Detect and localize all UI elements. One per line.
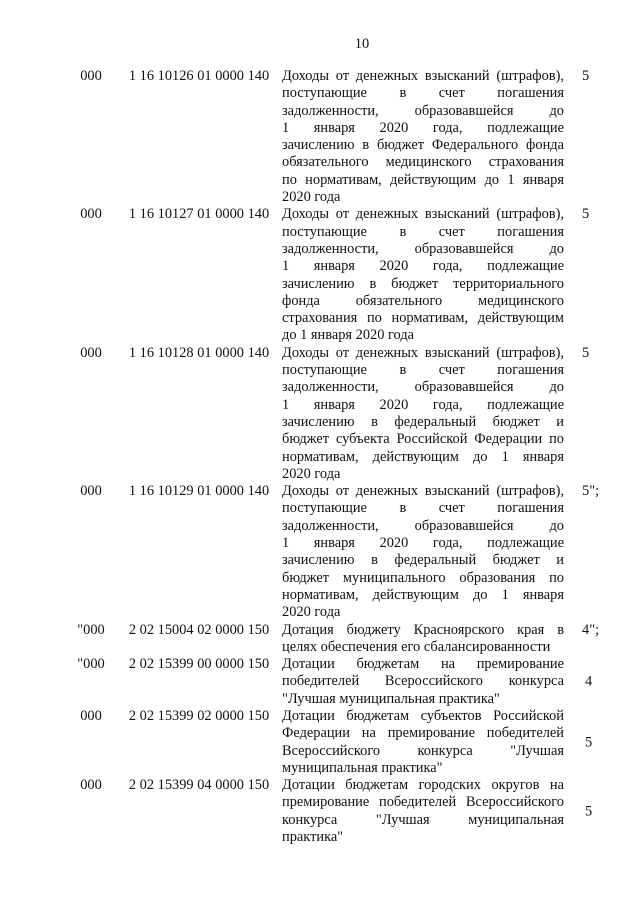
code-cell: "000 bbox=[77, 656, 105, 673]
table-row bbox=[0, 206, 590, 344]
table-row bbox=[0, 344, 590, 483]
description-line: нормативам, действующим до 1 января bbox=[282, 586, 564, 603]
code-cell: 000 bbox=[80, 483, 102, 500]
code-cell: 000 bbox=[80, 206, 102, 223]
description-line: задолженности, образовавшейся до bbox=[282, 379, 564, 396]
code-cell: "000 bbox=[77, 621, 105, 638]
description-cell bbox=[282, 345, 564, 483]
description-cell bbox=[282, 708, 564, 777]
description-cell bbox=[282, 68, 564, 206]
description-line: 1 января 2020 года, подлежащие bbox=[282, 119, 564, 136]
description-line: 2020 года bbox=[282, 189, 341, 206]
value-cell: 5 bbox=[582, 344, 590, 361]
table-row bbox=[0, 483, 600, 621]
description-line: 2020 года bbox=[282, 465, 341, 482]
description-line: премирование победителей Всероссийского bbox=[282, 794, 564, 811]
kbk-cell: 1 16 10128 01 0000 140 bbox=[128, 344, 270, 361]
table-row bbox=[0, 656, 593, 708]
value-cell: 5 bbox=[582, 206, 590, 223]
description-line: задолженности, образовавшейся до bbox=[282, 102, 564, 119]
value-cell: 5"; bbox=[582, 483, 600, 500]
description-line: Дотации бюджетам субъектов Российской bbox=[282, 707, 564, 724]
description-line: Всероссийского конкурса "Лучшая bbox=[282, 742, 564, 759]
table-row bbox=[0, 777, 593, 846]
description-line: Дотации бюджетам на премирование bbox=[282, 656, 564, 673]
code-cell: 000 bbox=[80, 777, 102, 794]
description-line: Доходы от денежных взысканий (штрафов), bbox=[282, 344, 564, 361]
description-line: обязательного медицинского страхования bbox=[282, 154, 564, 171]
description-line: до 1 января 2020 года bbox=[282, 327, 415, 344]
description-line: муниципальная практика" bbox=[282, 759, 443, 776]
description-line: 1 января 2020 года, подлежащие bbox=[282, 258, 564, 275]
value-cell: 5 bbox=[585, 803, 593, 820]
table-row bbox=[0, 68, 590, 206]
description-line: Федерации на премирование победителей bbox=[282, 725, 564, 742]
description-line: фонда обязательного медицинского bbox=[282, 292, 564, 309]
kbk-cell: 2 02 15399 04 0000 150 bbox=[128, 777, 270, 794]
description-cell bbox=[282, 483, 564, 621]
kbk-cell: 2 02 15399 00 0000 150 bbox=[128, 656, 270, 673]
description-line: по нормативам, действующим до 1 января bbox=[282, 171, 564, 188]
description-line: бюджет муниципального образования по bbox=[282, 569, 564, 586]
description-line: поступающие в счет погашения bbox=[282, 223, 564, 240]
description-line: зачислению в федеральный бюджет и bbox=[282, 552, 564, 569]
value-cell: 5 bbox=[585, 733, 593, 750]
description-line: "Лучшая муниципальная практика" bbox=[282, 690, 500, 707]
code-cell: 000 bbox=[80, 707, 102, 724]
description-line: 2020 года bbox=[282, 604, 341, 621]
description-cell bbox=[282, 622, 564, 657]
kbk-cell: 1 16 10127 01 0000 140 bbox=[128, 206, 270, 223]
page-number: 10 bbox=[354, 36, 370, 52]
code-cell: 000 bbox=[80, 344, 102, 361]
description-line: задолженности, образовавшейся до bbox=[282, 240, 564, 257]
description-line: Дотация бюджету Красноярского края в bbox=[282, 621, 564, 638]
description-line: конкурса "Лучшая муниципальная bbox=[282, 811, 564, 828]
kbk-cell: 1 16 10126 01 0000 140 bbox=[128, 68, 270, 84]
description-line: победителей Всероссийского конкурса bbox=[282, 673, 564, 690]
description-line: поступающие в счет погашения bbox=[282, 500, 564, 517]
description-line: поступающие в счет погашения bbox=[282, 362, 564, 379]
description-cell bbox=[282, 777, 564, 846]
kbk-cell: 2 02 15399 02 0000 150 bbox=[128, 707, 270, 724]
kbk-cell: 1 16 10129 01 0000 140 bbox=[128, 483, 270, 500]
table-row bbox=[0, 621, 600, 657]
description-line: нормативам, действующим до 1 января bbox=[282, 448, 564, 465]
description-line: Доходы от денежных взысканий (штрафов), bbox=[282, 483, 564, 500]
value-cell: 5 bbox=[582, 68, 590, 84]
description-line: зачислению в бюджет территориального bbox=[282, 275, 564, 292]
description-line: зачислению в федеральный бюджет и bbox=[282, 413, 564, 430]
description-line: Доходы от денежных взысканий (штрафов), bbox=[282, 206, 564, 223]
value-cell: 4 bbox=[585, 673, 593, 690]
description-line: целях обеспечения его сбалансированности bbox=[282, 638, 551, 655]
description-line: 1 января 2020 года, подлежащие bbox=[282, 535, 564, 552]
description-cell bbox=[282, 656, 564, 708]
code-cell: 000 bbox=[80, 68, 102, 84]
description-line: Доходы от денежных взысканий (штрафов), bbox=[282, 68, 564, 84]
description-line: задолженности, образовавшейся до bbox=[282, 517, 564, 534]
description-line: страхования по нормативам, действующим bbox=[282, 310, 564, 327]
description-line: 1 января 2020 года, подлежащие bbox=[282, 396, 564, 413]
budget-codes-table bbox=[0, 68, 640, 846]
table-row bbox=[0, 707, 593, 777]
value-cell: 4"; bbox=[582, 621, 600, 638]
description-line: зачислению в бюджет Федерального фонда bbox=[282, 137, 564, 154]
description-cell bbox=[282, 206, 564, 344]
description-line: поступающие в счет погашения bbox=[282, 85, 564, 102]
description-line: практика" bbox=[282, 829, 344, 846]
description-line: Дотации бюджетам городских округов на bbox=[282, 777, 564, 794]
description-line: бюджет субъекта Российской Федерации по bbox=[282, 431, 564, 448]
kbk-cell: 2 02 15004 02 0000 150 bbox=[128, 621, 270, 638]
